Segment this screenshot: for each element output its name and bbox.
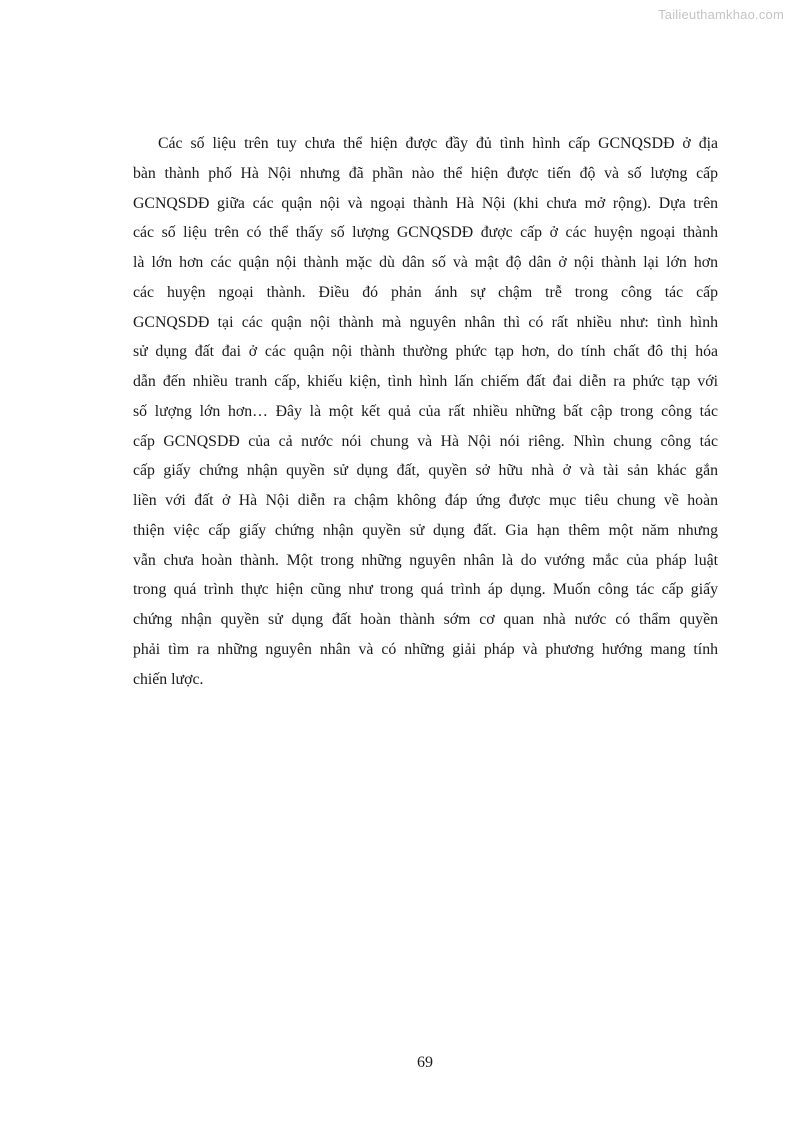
paragraph-line: GCNQSDĐ giữa các quận nội và ngoại thành Hà Nội (khi chưa mở rộng). Dựa trên (133, 194, 718, 212)
paragraph-line: chiến lược. (133, 670, 204, 688)
paragraph-line: Các số liệu trên tuy chưa thể hiện được đầy đủ tình hình cấp GCNQSDĐ ở địa (158, 135, 718, 152)
paragraph-line: thiện việc cấp giấy chứng nhận quyền sử dụng đất. Gia hạn thêm một năm nhưng (133, 521, 718, 539)
paragraph-line: phải tìm ra những nguyên nhân và có những giải pháp và phương hướng mang tính (133, 640, 718, 658)
paragraph-line: các huyện ngoại thành. Điều đó phản ánh sự chậm trễ trong công tác cấp (133, 283, 718, 301)
paragraph-line: vẫn chưa hoàn thành. Một trong những nguyên nhân là do vướng mắc của pháp luật (133, 551, 718, 569)
paragraph-line: các số liệu trên có thể thấy số lượng GCNQSDĐ được cấp ở các huyện ngoại thành (133, 224, 718, 242)
paragraph-line: chứng nhận quyền sử dụng đất hoàn thành sớm cơ quan nhà nước có thẩm quyền (133, 611, 718, 628)
paragraph-line: liền với đất ở Hà Nội diễn ra chậm không đáp ứng được mục tiêu chung về hoàn (133, 492, 718, 509)
watermark: Tailieuthamkhao.com (658, 7, 784, 22)
paragraph-line: GCNQSDĐ tại các quận nội thành mà nguyên nhân thì có rất nhiều như: tình hình (133, 313, 718, 331)
paragraph-line: bàn thành phố Hà Nội nhưng đã phần nào thể hiện được tiến độ và số lượng cấp (133, 164, 718, 182)
paragraph-line: cấp GCNQSDĐ của cả nước nói chung và Hà Nội nói riêng. Nhìn chung công tác (133, 432, 718, 450)
paragraph-line: là lớn hơn các quận nội thành mặc dù dân số và mật độ dân ở nội thành lại lớn hơn (133, 254, 718, 271)
paragraph-line: số lượng lớn hơn… Đây là một kết quả của rất nhiều những bất cập trong công tác (133, 402, 718, 420)
body-paragraph (133, 129, 718, 694)
paragraph-line: sử dụng đất đai ở các quận nội thành thường phức tạp hơn, do tính chất đô thị hóa (133, 343, 718, 361)
paragraph-line: dẫn đến nhiều tranh cấp, khiếu kiện, tình hình lấn chiếm đất đai diễn ra phức tạp với (133, 373, 718, 390)
page-number: 69 (417, 1054, 433, 1071)
paragraph-line: cấp giấy chứng nhận quyền sử dụng đất, quyền sở hữu nhà ở và tài sản khác gắn (133, 462, 718, 480)
paragraph-line: trong quá trình thực hiện cũng như trong quá trình áp dụng. Muốn công tác cấp giấy (133, 581, 718, 599)
